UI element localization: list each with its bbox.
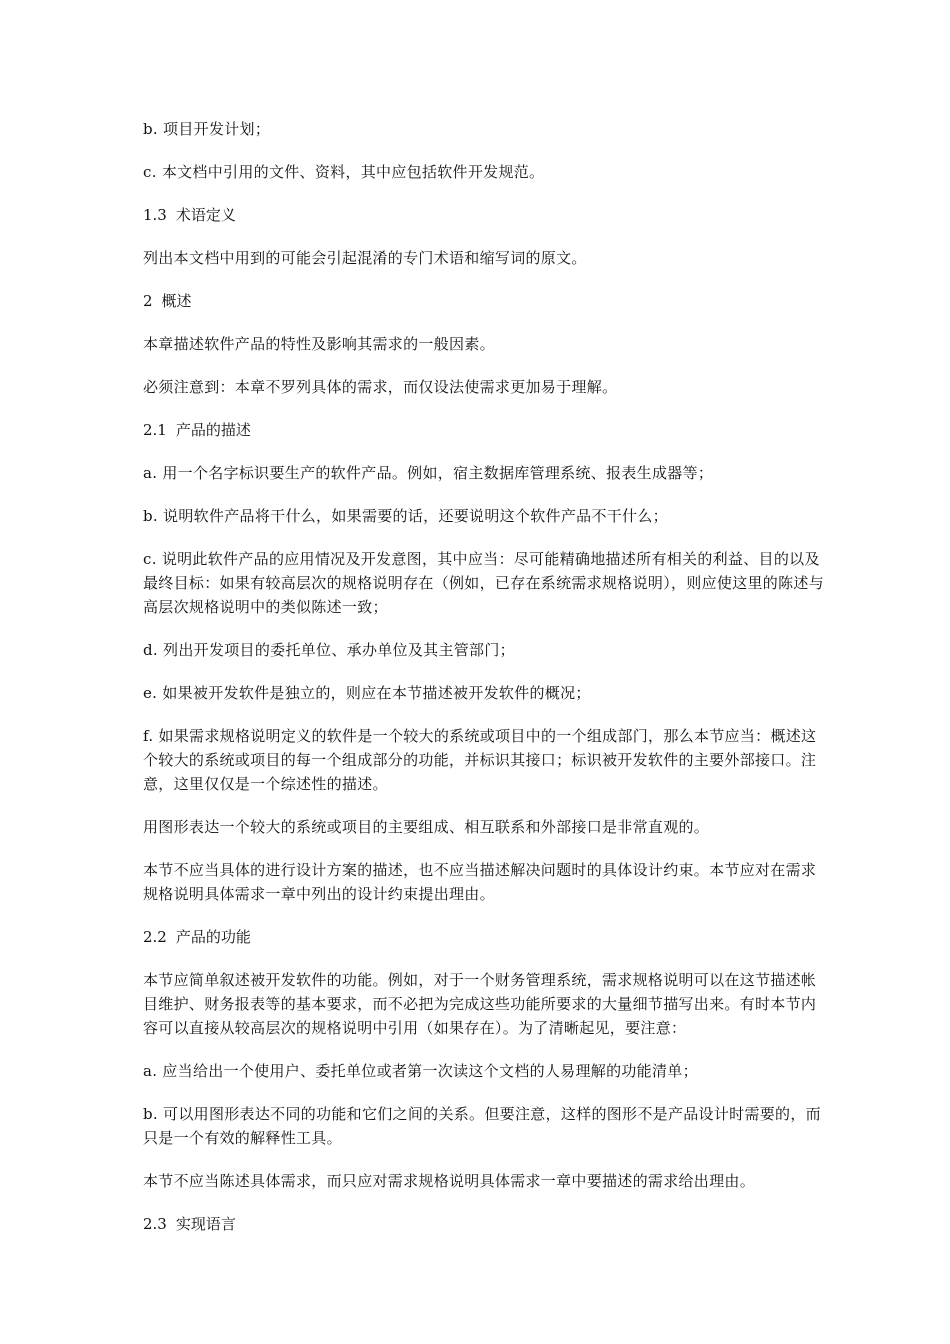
- paragraph: 本节不应当陈述具体需求，而只应对需求规格说明具体需求一章中要描述的需求给出理由。: [143, 1172, 756, 1190]
- section-title: 实现语言: [175, 1215, 236, 1233]
- section-heading-2-2: [143, 925, 830, 949]
- paragraph: 本节不应当具体的进行设计方案的描述，也不应当描述解决问题时的具体设计约束。本节应对在需求规格说明具体需求一章中列出的设计约束提出理由。: [143, 861, 817, 903]
- paragraph: 列出本文档中用到的可能会引起混淆的专门术语和缩写词的原文。: [143, 249, 587, 267]
- section-number: 2.3: [143, 1215, 167, 1233]
- list-item: f. 如果需求规格说明定义的软件是一个较大的系统或项目中的一个组成部门，那么本节应当：概述这个较大的系统或项目的每一个组成部分的功能，并标识其接口；标识被开发软件的主要外部接口。注意，这里仅仅是一个综述性的描述。: [143, 727, 817, 793]
- section-heading-1-3: [143, 203, 830, 227]
- section-heading-2-3: [143, 1212, 830, 1236]
- list-item-c-referenced-docs: c. 本文档中引用的文件、资料，其中应包括软件开发规范。: [143, 163, 545, 181]
- section-number: 2.1: [143, 421, 167, 439]
- list-item: b. 可以用图形表达不同的功能和它们之间的关系。但要注意，这样的图形不是产品设计时需要的，而只是一个有效的解释性工具。: [143, 1105, 821, 1147]
- list-item: a. 用一个名字标识要生产的软件产品。例如，宿主数据库管理系统、报表生成器等；: [143, 464, 714, 482]
- section-title: 术语定义: [175, 206, 236, 224]
- section-heading-2-1: [143, 418, 830, 442]
- list-item: b. 说明软件产品将干什么，如果需要的话，还要说明这个软件产品不干什么；: [143, 507, 668, 525]
- paragraph: 用图形表达一个较大的系统或项目的主要组成、相互联系和外部接口是非常直观的。: [143, 818, 710, 836]
- list-item: e. 如果被开发软件是独立的，则应在本节描述被开发软件的概况；: [143, 684, 591, 702]
- section-number: 2: [143, 292, 153, 310]
- list-item: d. 列出开发项目的委托单位、承办单位及其主管部门；: [143, 641, 515, 659]
- paragraph: 本节应简单叙述被开发软件的功能。例如，对于一个财务管理系统，需求规格说明可以在这节描述帐目维护、财务报表等的基本要求，而不必把为完成这些功能所要求的大量细节描写出来。有时本节内容可以直接从较高层次的规格说明中引用（如果存在）。为了清晰起见，要注意：: [143, 971, 817, 1037]
- section-title: 概述: [161, 292, 192, 310]
- section-heading-2: [143, 289, 830, 313]
- paragraph: 必须注意到：本章不罗列具体的需求，而仅设法使需求更加易于理解。: [143, 378, 618, 396]
- list-item: c. 说明此软件产品的应用情况及开发意图，其中应当：尽可能精确地描述所有相关的利益、目的以及最终目标：如果有较高层次的规格说明存在（例如，已存在系统需求规格说明），则应使这里的陈述与高层次规格说明中的类似陈述一致；: [143, 550, 825, 616]
- section-title: 产品的功能: [175, 928, 251, 946]
- list-item-b-dev-plan: b. 项目开发计划；: [143, 120, 271, 138]
- section-number: 2.2: [143, 928, 167, 946]
- section-number: 1.3: [143, 206, 167, 224]
- section-title: 产品的描述: [175, 421, 251, 439]
- list-item: a. 应当给出一个使用户、委托单位或者第一次读这个文档的人易理解的功能清单；: [143, 1062, 698, 1080]
- paragraph: 本章描述软件产品的特性及影响其需求的一般因素。: [143, 335, 495, 353]
